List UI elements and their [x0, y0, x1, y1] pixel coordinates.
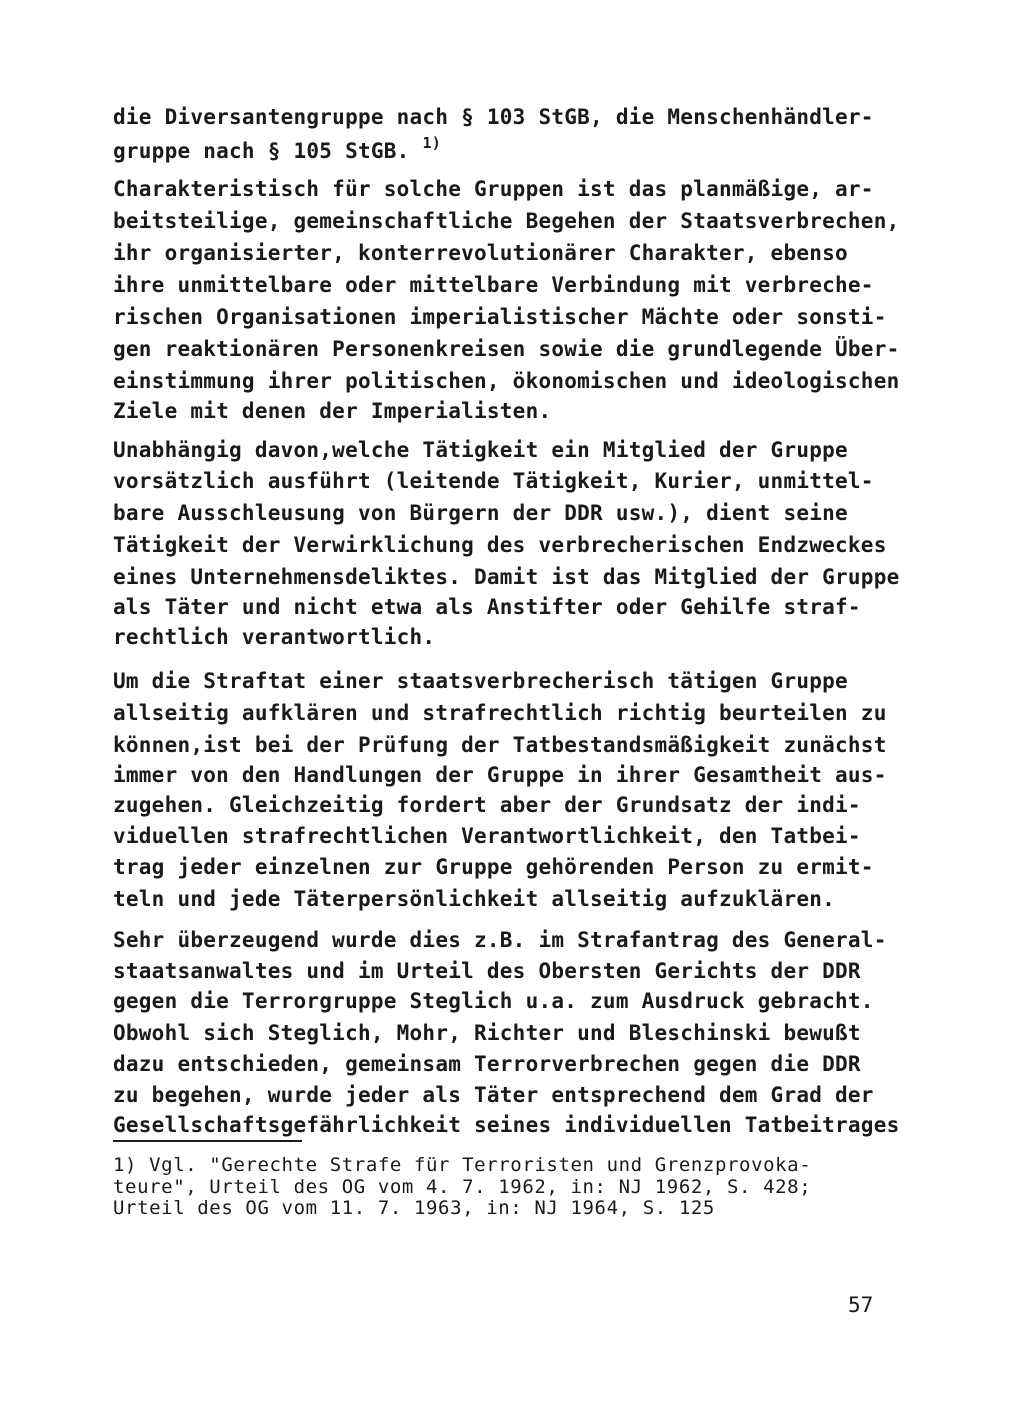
- footnote-line: Urteil des OG vom 11. 7. 1963, in: NJ 1964, S. 125: [113, 1197, 715, 1219]
- text-line: zu begehen, wurde jeder als Täter entsprechend dem Grad der: [113, 1083, 874, 1107]
- text-line: immer von den Handlungen der Gruppe in ihrer Gesamtheit aus-: [113, 763, 887, 787]
- text-line: die Diversantengruppe nach § 103 StGB, die Menschenhändler-: [113, 105, 874, 129]
- text-line: Obwohl sich Steglich, Mohr, Richter und Bleschinski bewußt: [113, 1021, 861, 1045]
- text-line: Gesellschaftsgefährlichkeit seines individuellen Tatbeitrages: [113, 1113, 900, 1137]
- text-line: ihre unmittelbare oder mittelbare Verbindung mit verbreche-: [113, 273, 874, 297]
- footnote-separator: [113, 1140, 302, 1142]
- footnote-line: teure", Urteil des OG vom 4. 7. 1962, in: NJ 1962, S. 428;: [113, 1176, 812, 1198]
- text-line: Um die Straftat einer staatsverbrecherisch tätigen Gruppe: [113, 669, 848, 693]
- text-line: beitsteilige, gemeinschaftliche Begehen der Staatsverbrechen,: [113, 209, 900, 233]
- text-line: viduellen strafrechtlichen Verantwortlichkeit, den Tatbei-: [113, 824, 861, 848]
- text-line: [113, 134, 442, 163]
- text-line: Sehr überzeugend wurde dies z.B. im Strafantrag des General-: [113, 928, 887, 952]
- text-line: ihr organisierter, konterrevolutionärer Charakter, ebenso: [113, 241, 848, 265]
- text-line: als Täter und nicht etwa als Anstifter oder Gehilfe straf-: [113, 595, 861, 619]
- text-line: teln und jede Täterpersönlichkeit allseitig aufzuklären.: [113, 887, 836, 911]
- text-line: dazu entschieden, gemeinsam Terrorverbrechen gegen die DDR: [113, 1052, 861, 1076]
- text-line: vorsätzlich ausführt (leitende Tätigkeit, Kurier, unmittel-: [113, 469, 874, 493]
- text-line: Charakteristisch für solche Gruppen ist das planmäßige, ar-: [113, 177, 874, 201]
- text-line: trag jeder einzelnen zur Gruppe gehörenden Person zu ermit-: [113, 855, 874, 879]
- text-line: bare Ausschleusung von Bürgern der DDR usw.), dient seine: [113, 501, 848, 525]
- text-line: rischen Organisationen imperialistischer Mächte oder sonsti-: [113, 305, 887, 329]
- text-line: zugehen. Gleichzeitig fordert aber der Grundsatz der indi-: [113, 793, 861, 817]
- text-line-content: gruppe nach § 105 StGB.: [113, 139, 410, 163]
- text-line: Unabhängig davon,welche Tätigkeit ein Mitglied der Gruppe: [113, 438, 848, 462]
- text-line: eines Unternehmensdeliktes. Damit ist das Mitglied der Gruppe: [113, 565, 900, 589]
- footnote-reference: 1): [422, 134, 442, 152]
- text-line: rechtlich verantwortlich.: [113, 625, 436, 649]
- text-line: Tätigkeit der Verwirklichung des verbrecherischen Endzweckes: [113, 533, 887, 557]
- text-line: gegen die Terrorgruppe Steglich u.a. zum Ausdruck gebracht.: [113, 989, 874, 1013]
- footnote-line: 1) Vgl. "Gerechte Strafe für Terroristen und Grenzprovoka-: [113, 1154, 812, 1176]
- text-line: Ziele mit denen der Imperialisten.: [113, 399, 552, 423]
- text-line: können,ist bei der Prüfung der Tatbestandsmäßigkeit zunächst: [113, 733, 887, 757]
- text-line: gen reaktionären Personenkreisen sowie die grundlegende Über-: [113, 337, 900, 361]
- text-line: einstimmung ihrer politischen, ökonomischen und ideologischen: [113, 369, 900, 393]
- text-line: staatsanwaltes und im Urteil des Obersten Gerichts der DDR: [113, 959, 861, 983]
- page-number: 57: [848, 1293, 874, 1317]
- text-line: allseitig aufklären und strafrechtlich richtig beurteilen zu: [113, 701, 887, 725]
